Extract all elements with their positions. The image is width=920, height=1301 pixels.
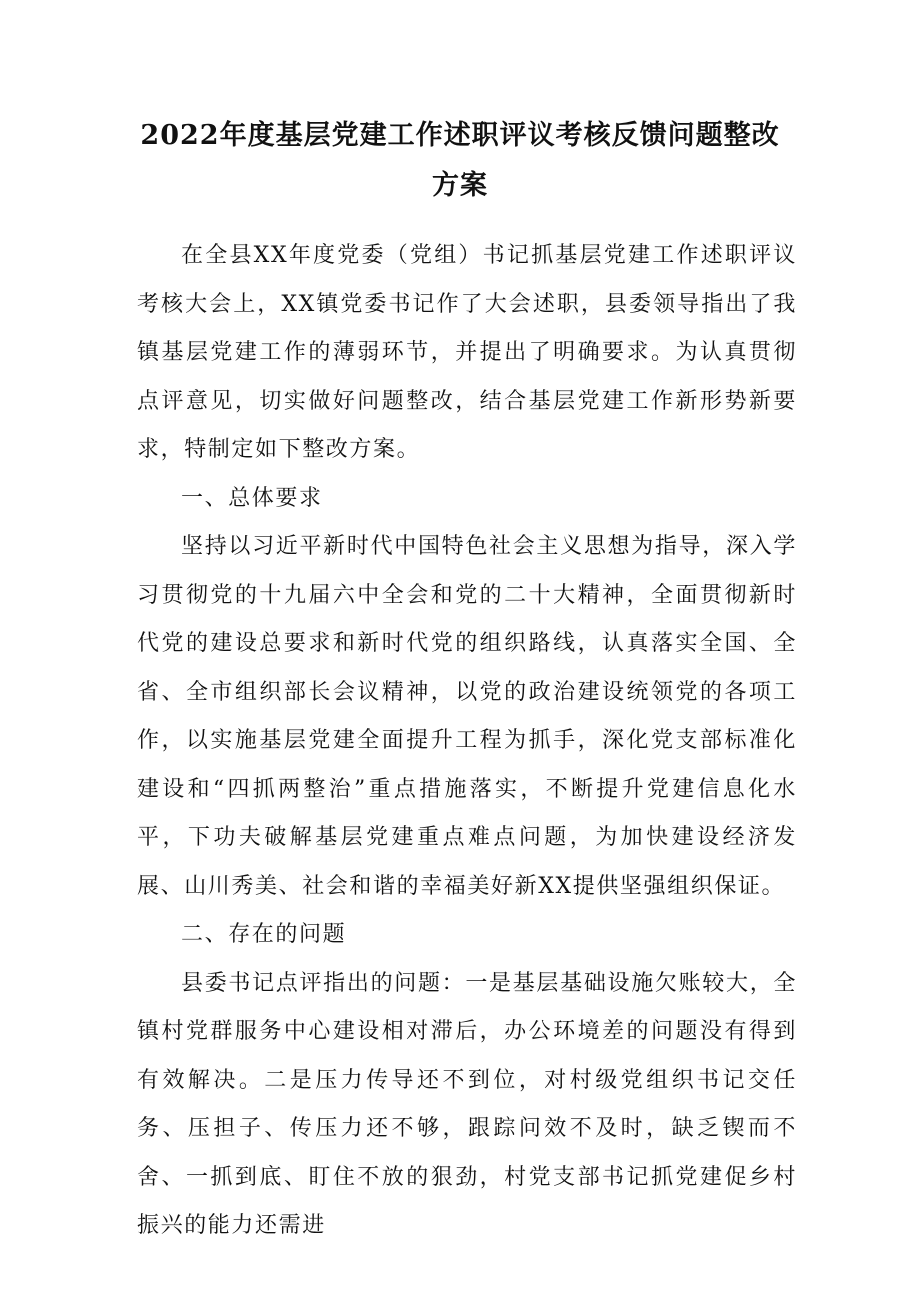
document-title-line-1: 2022年度基层党建工作述职评议考核反馈问题整改 [140, 120, 780, 151]
document-body [137, 232, 797, 1251]
existing-problems-paragraph: 县委书记点评指出的问题：一是基层基础设施欠账较大，全镇村党群服务中心建设相对滞后，办公环境差的问题没有得到有效解决。二是压力传导还不到位，对村级党组织书记交任务、压担子、传压力还不够，跟踪问效不及时，缺乏锲而不舍、一抓到底、盯住不放的狠劲，村党支部书记抓党建促乡村振兴的能力还需进 [137, 970, 797, 1238]
document-title-line-2: 方案 [432, 170, 488, 201]
section-heading-general-requirements: 一、总体要求 [181, 485, 323, 511]
general-requirements-paragraph: 坚持以习近平新时代中国特色社会主义思想为指导，深入学习贯彻党的十九届六中全会和党的二十大精神，全面贯彻新时代党的建设总要求和新时代党的组织路线，认真落实全国、全省、全市组织部长会议精神，以党的政治建设统领党的各项工作，以实施基层党建全面提升工程为抓手，深化党支部标准化建设和“四抓两整治”重点措施落实，不断提升党建信息化水平，下功夫破解基层党建重点难点问题，为加快建设经济发展、山川秀美、社会和谐的幸福美好新XX提供坚强组织保证。 [137, 534, 797, 899]
intro-paragraph: 在全县XX年度党委（党组）书记抓基层党建工作述职评议考核大会上，XX镇党委书记作了大会述职，县委领导指出了我镇基层党建工作的薄弱环节，并提出了明确要求。为认真贯彻点评意见，切实做好问题整改，结合基层党建工作新形势新要求，特制定如下整改方案。 [137, 243, 797, 462]
section-heading-existing-problems: 二、存在的问题 [181, 922, 347, 947]
